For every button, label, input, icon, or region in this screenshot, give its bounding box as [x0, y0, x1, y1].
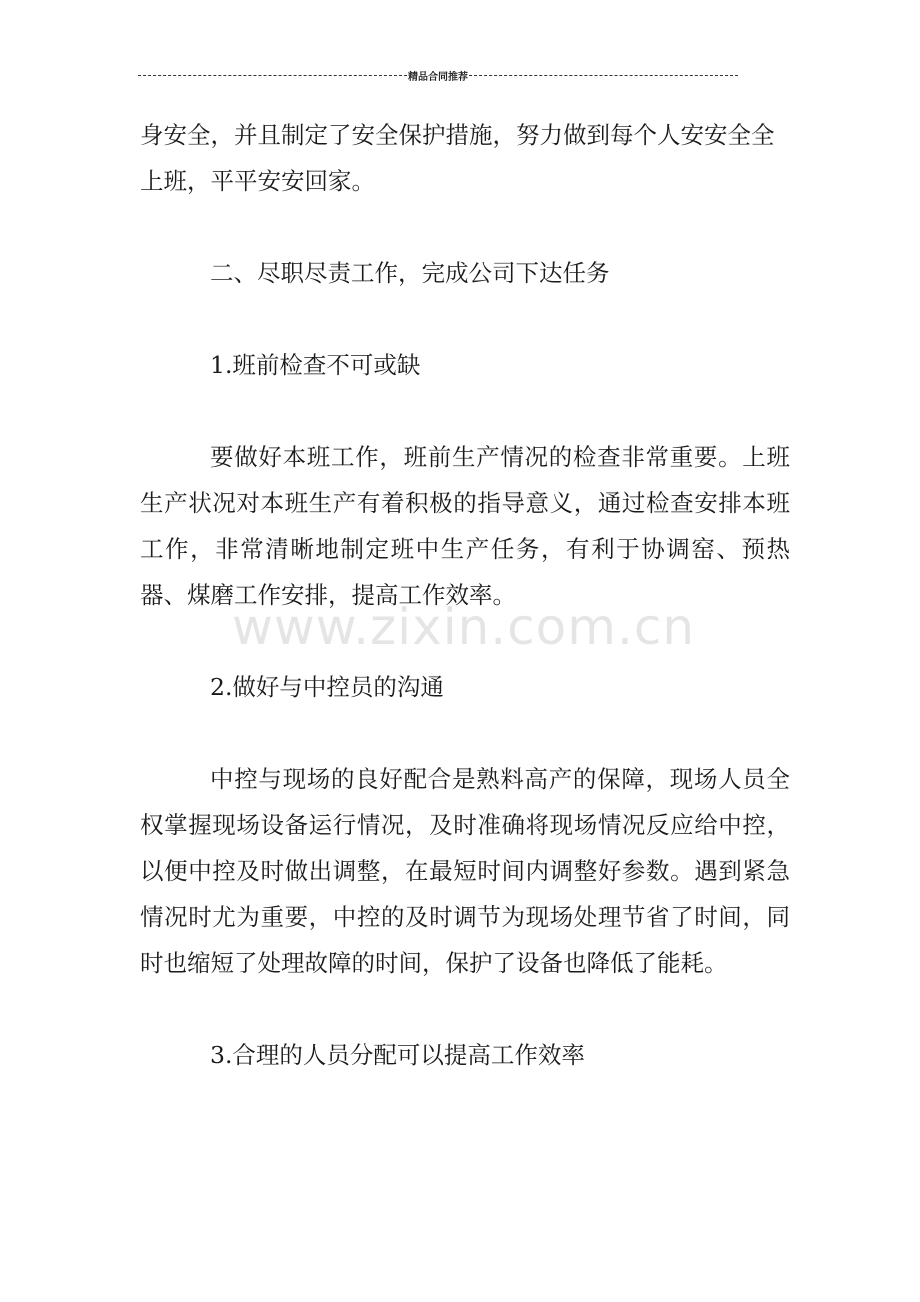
page-header — [138, 66, 738, 84]
document-body — [140, 112, 790, 1078]
subheading-2: 2.做好与中控员的沟通 — [210, 673, 444, 701]
header-label: 精品合同推荐 — [408, 71, 468, 83]
subheading-1: 1.班前检查不可或缺 — [210, 351, 421, 379]
header-dash-right — [469, 75, 738, 76]
section-heading-2: 二、尽职尽责工作，完成公司下达任务 — [210, 259, 610, 287]
subheading-3: 3.合理的人员分配可以提高工作效率 — [210, 1041, 585, 1069]
paragraph-pre-shift-check: 要做好本班工作，班前生产情况的检查非常重要。上班生产状况对本班生产有着积极的指导意义，通过检查安排本班工作，非常清晰地制定班中生产任务，有利于协调窑、预热器、煤磨工作安排，提高工作效率。 — [140, 443, 790, 609]
header-dash-left — [138, 75, 407, 76]
paragraph-safety: 身安全，并且制定了安全保护措施，努力做到每个人安安全全上班，平平安安回家。 — [140, 121, 775, 195]
paragraph-control-communication: 中控与现场的良好配合是熟料高产的保障，现场人员全权掌握现场设备运行情况，及时准确将现场情况反应给中控，以便中控及时做出调整，在最短时间内调整好参数。遇到紧急情况时尤为重要，中控的及时调节为现场处理节省了时间，同时也缩短了处理故障的时间，保护了设备也降低了能耗。 — [140, 765, 790, 977]
watermark: www.zixin.com.cn — [232, 598, 696, 656]
